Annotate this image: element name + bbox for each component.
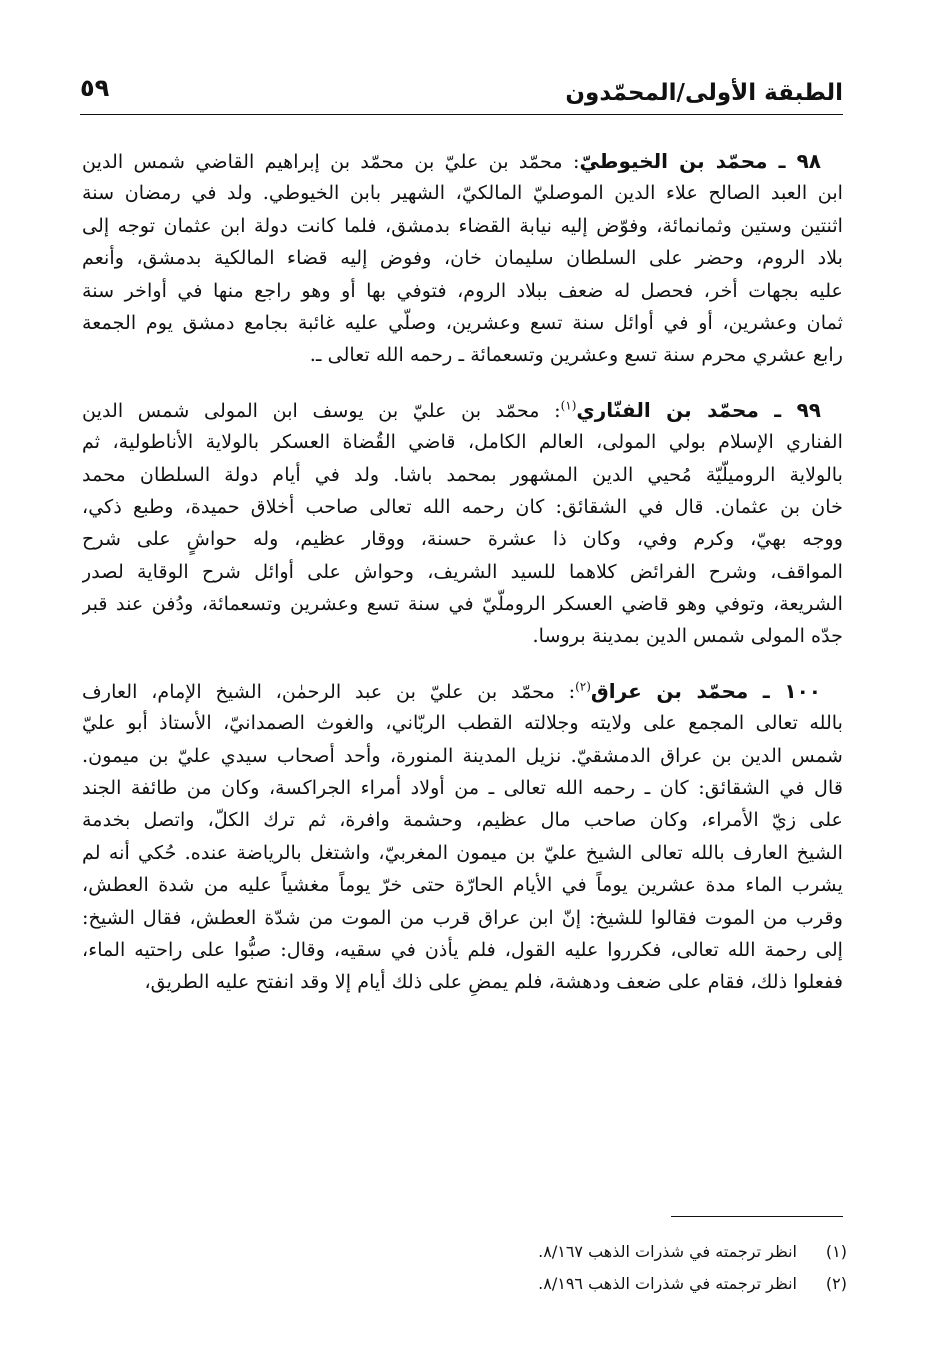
entry-number: ٩٨ (796, 149, 821, 173)
text-line: ففعلوا ذلك، فقام على ضعف ودهشة، فلم يمضِ على ذلك أيام إلا وقد انفتح عليه الطريق، (144, 970, 843, 994)
footnote-number: (٢) (825, 1274, 847, 1293)
text-line: الشيخ العارف بالله تعالى الشيخ عليّ بن ميمون المغربيّ، واشتغل بالرياضة عنده. حُكي أنه لم (82, 840, 843, 864)
text-line: ثمان وعشرين، أو في أوائل سنة تسع وعشرين، وصلّي عليه غائبة بجامع دمشق يوم الجمعة (82, 310, 843, 334)
text-line: وقرب من الموت فقالوا للشيخ: إنّ ابن عراق قرب من الموت من شدّة العطش، فقال الشيخ: (82, 905, 843, 929)
text-line: جدّه المولى شمس الدين بمدينة بروسا. (532, 624, 843, 648)
footnote-divider (671, 1216, 843, 1217)
footnote-text: انظر ترجمته في شذرات الذهب ٨/١٩٦. (538, 1274, 797, 1293)
entry-99 (82, 394, 843, 653)
text-line: ووجه بهيّ، وكرم وفي، وكان ذا عشرة حسنة، ووقار عظيم، وله حواشٍ على شرح (82, 527, 843, 551)
text-line: إلى رحمة الله تعالى، فكرروا عليه القول، فلم يأذن في سقيه، وقال: صبُّوا على راحتيه الماء، (82, 937, 843, 961)
text-line: بلاد الروم، وحضر على السلطان سليمان خان، وفوض إليه قضاء المالكية بدمشق، وأنعم (82, 246, 843, 270)
footnote-ref: (٢) (575, 679, 591, 694)
text-line: ٩٩ ـ محمّد بن الفنّاري$^{(١)}$: محمّد بن عليّ بن يوسف ابن المولى شمس الدين (82, 397, 822, 422)
entry-heading: ١٠٠ ـ محمّد بن عراق (590, 678, 822, 703)
entry-number: ٩٩ (796, 397, 822, 422)
entry-98 (82, 145, 843, 372)
page-header (80, 70, 843, 115)
footnote-number: (١) (825, 1242, 847, 1261)
text-line: ٩٨ ـ محمّد بن الخيوطيّ: محمّد بن عليّ بن محمّد بن إبراهيم القاضي شمس الدين (82, 149, 821, 173)
page-body (82, 145, 843, 1021)
entry-number: ١٠٠ (784, 678, 822, 703)
footnote (300, 1268, 847, 1300)
entry-name: محمّد بن عراق (590, 678, 749, 703)
text-line: قال في الشقائق: كان ـ رحمه الله تعالى ـ من أولاد أمراء الجراكسة، وكان من طائفة الجند (82, 776, 843, 800)
entry-100 (82, 675, 843, 999)
text-line: ١٠٠ ـ محمّد بن عراق$^{(٢)}$: محمّد بن عليّ بن عبد الرحمٰن، الشيخ الإمام، العارف (82, 678, 822, 703)
text-line: المواقف، وشرح الفرائض كلاهما للسيد الشريف، وحواش على أوائل شرح الوقاية لصدر (82, 559, 843, 583)
text-line: بالله تعالى المجمع على ولايته وجلالته القطب الربّاني، والغوث الصمدانيّ، الأستاذ أبو عليّ (82, 711, 843, 735)
text-line: الشريعة، وتوفي وهو قاضي العسكر الروملّيّ في سنة تسع وعشرين وتسعمائة، ودُفن عند قبر (82, 592, 843, 616)
running-head: الطبقة الأولى/المحمّدون (565, 80, 843, 106)
text-line: خان بن عثمان. قال في الشقائق: كان رحمه الله تعالى صاحب أخلاق حميدة، وطبع ذكي، (82, 494, 843, 518)
text-line: على زيّ الأمراء، وكان صاحب مال عظيم، وحشمة وافرة، ثم ترك الكلّ، واتصل بخدمة (82, 808, 843, 832)
entry-heading: ٩٨ ـ محمّد بن الخيوطيّ (579, 149, 821, 173)
entry-heading: ٩٩ ـ محمّد بن الفنّاري (576, 397, 822, 422)
text-line: يشرب الماء مدة عشرين يوماً في الأيام الحارّة حتى خرّ يوماً مغشياً عليه من شدة العطش، (82, 873, 843, 897)
page-number: ٥٩ (80, 74, 110, 102)
footnotes (300, 1236, 847, 1300)
text-line: رابع عشري محرم سنة تسع وعشرين وتسعمائة ـ رحمه الله تعالى ـ. (309, 343, 843, 367)
footnote-text: انظر ترجمته في شذرات الذهب ٨/١٦٧. (538, 1242, 797, 1261)
text-line: عليه بجهات أخر، فحصل له ضعف ببلاد الروم، فتوفي بها أو وهو راجع منها في أواخر سنة (82, 278, 843, 302)
entry-name: محمّد بن الفنّاري (576, 397, 759, 422)
footnote (300, 1236, 847, 1268)
footnote-ref: (١) (560, 398, 577, 413)
entry-name: محمّد بن الخيوطيّ (579, 149, 768, 173)
text-line: شمس الدين بن عراق الدمشقيّ. نزيل المدينة المنورة، وأحد أصحاب سيدي عليّ بن ميمون. (82, 743, 843, 767)
text-line: اثنتين وستين وثمانمائة، وفوّض إليه نيابة القضاء بدمشق، فلما كانت دولة ابن عثمان توجه إلى (82, 213, 843, 237)
text-line: الفناري الإسلام بولي المولى، العالم الكامل، قاضي القُضاة العسكر بالولاية الأناطولية، ثم (82, 430, 843, 454)
text-line: ابن العبد الصالح علاء الدين الموصليّ المالكيّ، الشهير بابن الخيوطي. ولد في رمضان سنة (82, 181, 843, 205)
text-line: بالولاية الروميلّيّة مُحيي الدين المشهور بمحمد باشا. ولد في أيام دولة السلطان محمد (82, 462, 843, 486)
